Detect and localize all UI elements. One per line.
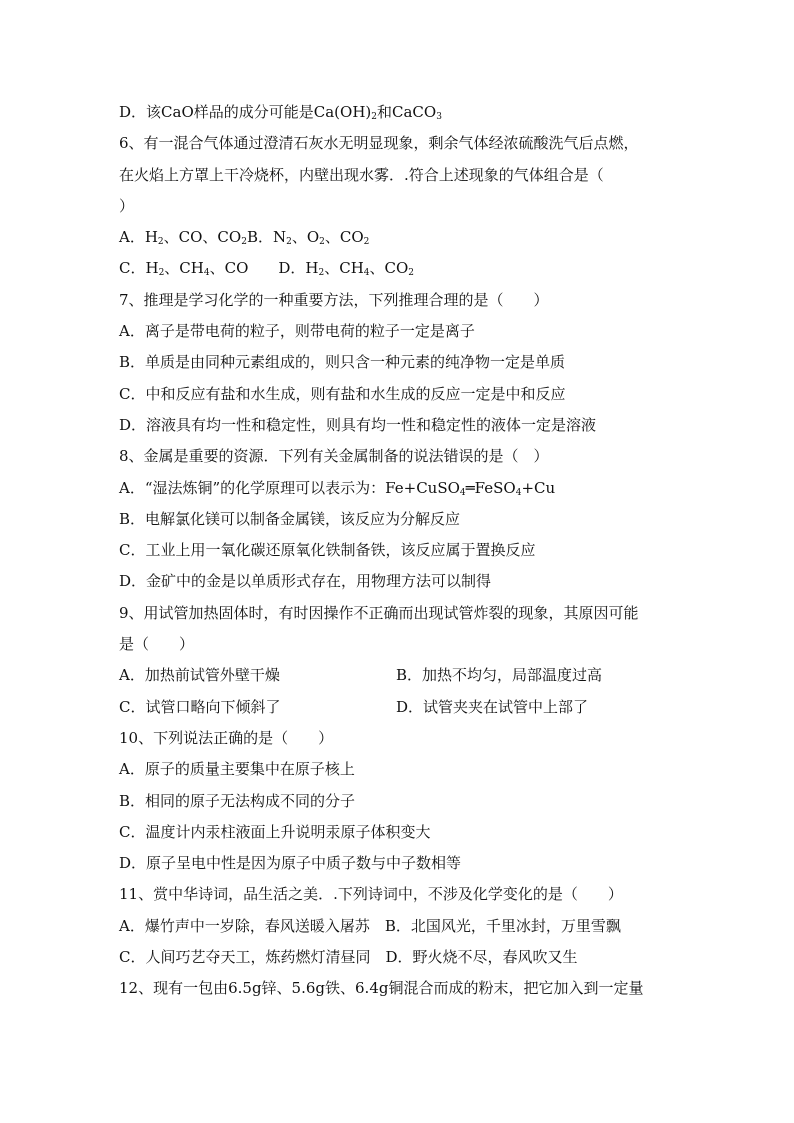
text-line: 12、现有一包由6.5g锌、5.6g铁、6.4g铜混合而成的粉末，把它加入到一定量 xyxy=(119,979,644,998)
question-content xyxy=(119,97,679,1005)
text-line: A．“湿法炼铜”的化学原理可以表示为：Fe+CuSO$_4$═FeSO$_4$+Cu xyxy=(119,478,556,498)
subscript: 2 xyxy=(363,237,370,248)
text-line: C．工业上用一氧化碳还原氧化铁制备铁，该反应属于置换反应 xyxy=(119,541,536,560)
text-line: D．溶液具有均一性和稳定性，则具有均一性和稳定性的液体一定是溶液 xyxy=(119,415,597,434)
option-left: A．加热前试管外壁干燥 xyxy=(119,666,280,685)
subscript: 2 xyxy=(158,268,165,279)
text-line: C．$H_2$、$CH_4$、CO D．$H_2$、$CH_4$、$CO_2$ xyxy=(119,259,415,279)
subscript: 3 xyxy=(436,112,442,122)
text-line: 6、有一混合气体通过澄清石灰水无明显现象，剩余气体经浓硫酸洗气后点燃， xyxy=(119,134,639,153)
text-line: 8、金属是重要的资源．下列有关金属制备的说法错误的是（ ） xyxy=(119,447,549,466)
subscript: 2 xyxy=(318,268,325,279)
text-line: B．电解氯化镁可以制备金属镁，该反应为分解反应 xyxy=(119,509,461,528)
option-right: B．加热不均匀，局部温度过高 xyxy=(396,666,603,685)
text-line: B．单质是由同种元素组成的，则只含一种元素的纯净物一定是单质 xyxy=(119,353,566,372)
option-right: D．试管夹夹在试管中上部了 xyxy=(396,697,589,716)
option-left: C．试管口略向下倾斜了 xyxy=(119,697,281,716)
text-line: A．原子的质量主要集中在原子核上 xyxy=(119,760,355,779)
text-line: D．原子呈电中性是因为原子中质子数与中子数相等 xyxy=(119,854,462,873)
text-line: 7、推理是学习化学的一种重要方法，下列推理合理的是（ ） xyxy=(119,290,549,309)
subscript: 4 xyxy=(459,487,466,498)
text-line: A．离子是带电荷的粒子，则带电荷的粒子一定是离子 xyxy=(119,322,475,341)
subscript: 2 xyxy=(371,112,377,122)
text-line: 11、赏中华诗词，品生活之美．.下列诗词中，不涉及化学变化的是（ ） xyxy=(119,885,623,904)
subscript: 4 xyxy=(363,268,370,279)
text-line: C．人间巧艺夺天工，炼药燃灯清昼同 D．野火烧不尽，春风吹又生 xyxy=(119,948,578,967)
text-line: A．$H_2$、CO、$CO_2B$．$N_2$、$O_2$、$CO_2$ xyxy=(119,228,370,248)
text-line: C．温度计内汞柱液面上升说明汞原子体积变大 xyxy=(119,822,431,841)
text-line: 在火焰上方罩上干冷烧杯，内壁出现水雾．.符合上述现象的气体组合是（ xyxy=(119,165,604,184)
text-line: 是（ ） xyxy=(119,635,195,654)
option-row xyxy=(119,692,679,723)
text-line: B．相同的原子无法构成不同的分子 xyxy=(119,791,356,810)
subscript: 2 xyxy=(319,237,325,248)
text-line: 10、下列说法正确的是（ ） xyxy=(119,728,334,747)
text-line: 9、用试管加热固体时，有时因操作不正确而出现试管炸裂的现象，其原因可能 xyxy=(119,603,639,622)
text-line: D．金矿中的金是以单质形式存在，用物理方法可以制得 xyxy=(119,572,492,591)
subscript: 2 xyxy=(408,268,415,279)
text-line: A．爆竹声中一岁除，春风送暖入屠苏 B．北国风光，千里冰封，万里雪飘 xyxy=(119,916,621,935)
option-row xyxy=(119,660,679,691)
text-line: ） xyxy=(119,196,135,215)
subscript: 2 xyxy=(157,237,164,248)
subscript: 2 xyxy=(241,237,247,248)
subscript: 4 xyxy=(203,268,210,279)
text-line: C．中和反应有盐和水生成，则有盐和水生成的反应一定是中和反应 xyxy=(119,384,566,403)
subscript: 4 xyxy=(515,487,522,498)
subscript: 2 xyxy=(286,237,292,248)
text-line: D．该CaO样品的成分可能是$Ca(OH)_2$和CaCO$_3$ xyxy=(119,103,442,122)
